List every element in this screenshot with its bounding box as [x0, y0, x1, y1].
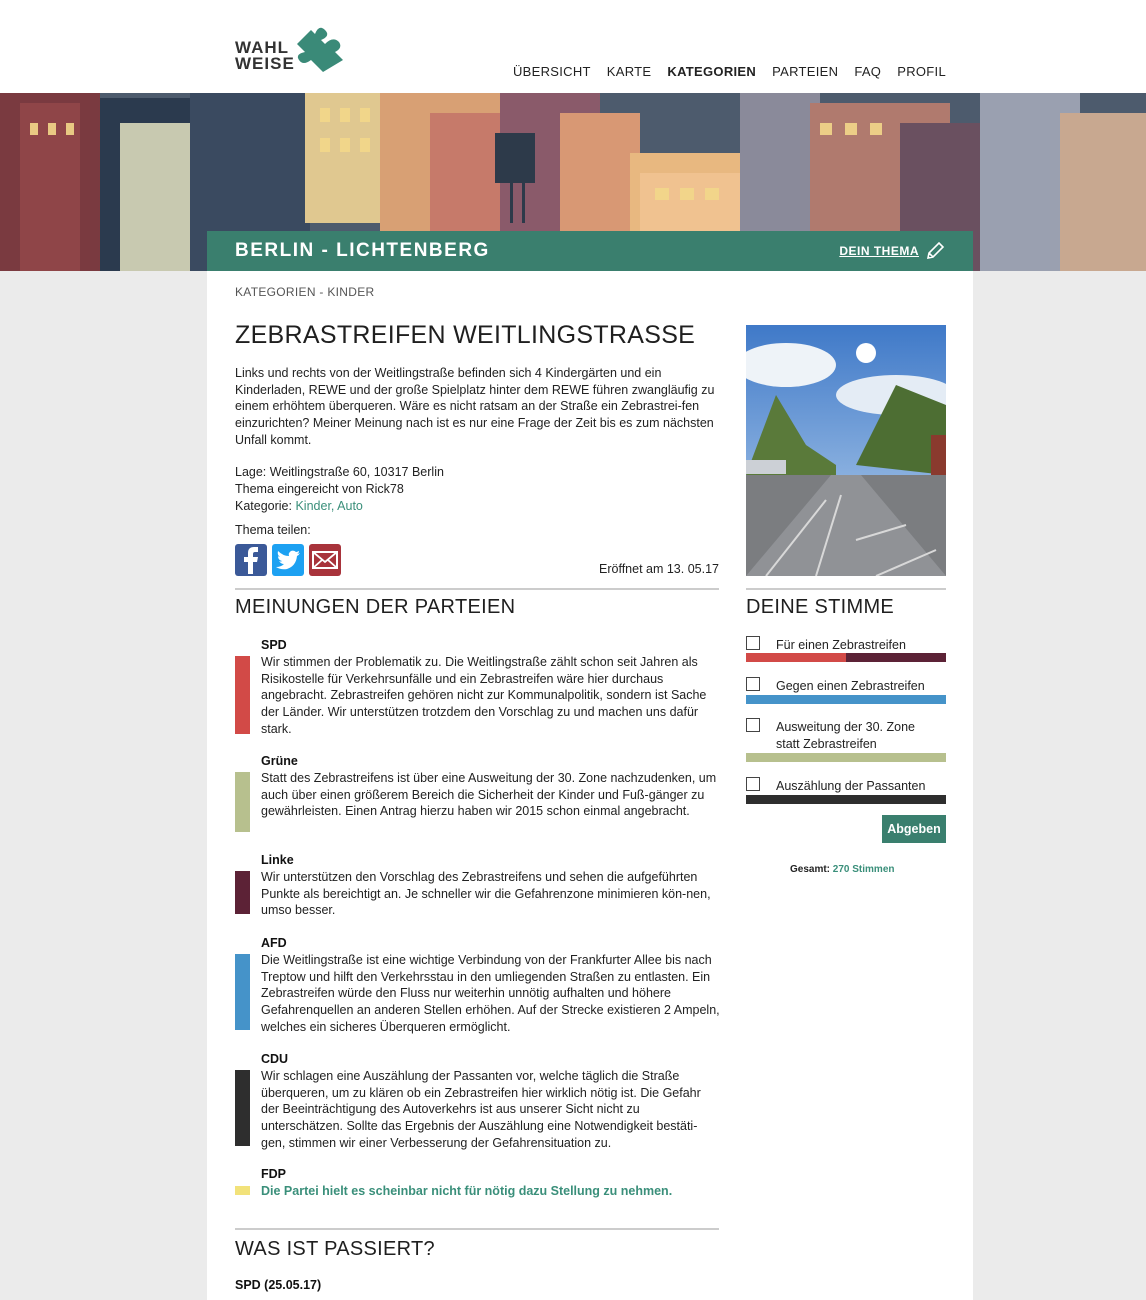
nav-uebersicht[interactable]: ÜBERSICHT — [512, 64, 591, 79]
party-statement: Wir unterstützen den Vorschlag des Zebrastreifens und sehen die aufgeführten Punkte als bereichtigt an. Je schneller wir die Gefahrenzone minimieren kön-nen, umso besser. — [261, 870, 711, 918]
street-photo — [746, 325, 946, 576]
top-header — [0, 0, 1146, 93]
share-label: Thema teilen: — [235, 523, 311, 537]
breadcrumb[interactable]: KATEGORIEN - KINDER — [235, 285, 375, 299]
party-name: Linke — [261, 853, 294, 867]
party-cdu — [235, 1052, 721, 1152]
party-statement: Die Weitlingstraße ist eine wichtige Verbindung von der Frankfurter Allee bis nach Treptow und hilft den Verkehrsstau in den umliegenden Straßen zu entlasten. Ein Zebrastreifen würde den Fluss nur weiterhin unnötig aufhalten und höhere Gefahrenquellen an anderen Stellen erhöhen. Auf der Strecke existieren 2 Ampeln, welches ein sicheres Überqueren ermöglicht. — [261, 953, 720, 1034]
party-name: AFD — [261, 936, 287, 950]
party-name: SPD — [261, 638, 287, 652]
nav-kategorien[interactable]: KATEGORIEN — [667, 64, 757, 79]
divider-vote — [746, 588, 946, 590]
party-linke — [235, 853, 721, 919]
divider-opinions — [235, 588, 719, 590]
vote-checkbox[interactable] — [746, 718, 760, 732]
topic-submitter: Thema eingereicht von Rick78 — [235, 482, 404, 496]
nav-profil[interactable]: PROFIL — [897, 64, 946, 79]
logo-line-1: WAHL — [235, 38, 290, 57]
dein-thema-link[interactable] — [839, 241, 945, 261]
vote-option-bar — [746, 653, 946, 662]
party-statement: Statt des Zebrastreifens ist über eine Ausweitung der 30. Zone nachzudenken, um auch über einen größerem Bereich die Sicherheit der Kinder und Fuß-gänger zu gewährleisten. Einen Antrag hierzu haben wir 2015 schon einmal angebracht. — [261, 771, 717, 819]
vote-option-gegen[interactable] — [746, 677, 946, 707]
vote-option-bar — [746, 753, 946, 762]
party-afd — [235, 936, 721, 1036]
party-color-bar — [235, 656, 250, 734]
party-spd — [235, 638, 721, 738]
event-entry-title: SPD (25.05.17) — [235, 1278, 322, 1292]
twitter-icon[interactable] — [272, 544, 304, 576]
party-color-bar — [235, 954, 250, 1030]
vote-option-auszaehlung[interactable] — [746, 777, 946, 807]
events-title: WAS IST PASSIERT? — [235, 1238, 435, 1260]
vote-checkbox[interactable] — [746, 636, 760, 650]
vote-total-label: Gesamt: — [790, 864, 833, 875]
vote-total — [790, 864, 895, 875]
vote-option-label: Auszählung der Passanten — [776, 779, 926, 793]
vote-option-bar — [746, 795, 946, 804]
logo[interactable] — [235, 22, 347, 74]
puzzle-piece-icon — [293, 22, 347, 74]
district-title: BERLIN - LICHTENBERG — [235, 240, 490, 261]
party-statement: Wir schlagen eine Auszählung der Passanten vor, welche täglich die Straße überqueren, um zu klären ob ein Zebrastreifen hier wirklich nötig ist. Die Gefahr der Beeinträchtigung des Autoverkehrs ist aus unserer Sicht nicht zu unterschätzen. Sollte das Ergebnis der Auszählung eine Notwendigkeit bestäti-gen, stimmen wir einer Verbesserung der Gefahrensituation zu. — [261, 1069, 701, 1150]
party-no-statement: Die Partei hielt es scheinbar nicht für nötig dazu Stellung zu nehmen. — [261, 1184, 673, 1198]
vote-option-bar-spd — [746, 653, 846, 662]
dein-thema-label: DEIN THEMA — [839, 244, 919, 258]
vote-option-label: Für einen Zebrastreifen — [776, 638, 906, 652]
vote-checkbox[interactable] — [746, 777, 760, 791]
vote-total-count[interactable]: 270 Stimmen — [832, 864, 895, 875]
facebook-icon[interactable] — [235, 544, 267, 576]
category-links[interactable]: Kinder, Auto — [295, 499, 363, 513]
party-name: CDU — [261, 1052, 289, 1066]
party-statement: Wir stimmen der Problematik zu. Die Weitlingstraße zählt schon seit Jahren als Risikostelle für Verkehrsunfälle und ein Zebrastreifen wäre hier durchaus angebracht. Zebrastreifen gehören nicht zur Kommunalpolitik, sondern ist Sache der Länder. Wir unterstützen trotzdem den Vorschlag zu und machen uns dafür stark. — [261, 655, 707, 736]
nav-faq[interactable]: FAQ — [854, 64, 882, 79]
district-bar — [207, 231, 973, 271]
category-label: Kategorie: — [235, 499, 296, 513]
vote-option-label: Ausweitung der 30. Zone statt Zebrastreifen — [776, 720, 915, 751]
submit-vote-button[interactable]: Abgeben — [882, 815, 946, 843]
vote-title: DEINE STIMME — [746, 596, 895, 618]
party-color-bar — [235, 772, 250, 832]
divider-events — [235, 1228, 719, 1230]
vote-option-fuer[interactable] — [746, 636, 946, 666]
topic-description: Links und rechts von der Weitlingstraße befinden sich 4 Kindergärten und ein Kinderladen, REWE und der große Spielplatz hinter dem REWE führen zwangläufig zu einem erhöhtem überqueren. Wäre es nicht ratsam an der Straße ein Zebrastrei-fen einzurichten? Meiner Meinung nach ist es nur eine Frage der Zeit bis es zum nächsten Unfall kommt. — [235, 366, 715, 447]
content-card — [207, 271, 973, 1300]
topic-location: Lage: Weitlingstraße 60, 10317 Berlin — [235, 465, 444, 479]
logo-line-2: WEISE — [235, 54, 295, 73]
nav-parteien[interactable]: PARTEIEN — [772, 64, 839, 79]
party-name: Grüne — [261, 754, 298, 768]
vote-checkbox[interactable] — [746, 677, 760, 691]
main-nav — [513, 64, 946, 79]
pencil-icon — [925, 241, 945, 261]
vote-option-30-zone[interactable] — [746, 718, 946, 764]
party-color-bar — [235, 1070, 250, 1146]
nav-karte[interactable]: KARTE — [606, 64, 652, 79]
party-gruene — [235, 754, 721, 834]
topic-meta — [235, 464, 444, 515]
party-name: FDP — [261, 1167, 286, 1181]
vote-option-label: Gegen einen Zebrastreifen — [776, 679, 925, 693]
party-color-bar — [235, 871, 250, 914]
party-color-bar — [235, 1186, 250, 1195]
page-title: ZEBRASTREIFEN WEITLINGSTRASSE — [235, 321, 696, 349]
topic-category — [235, 498, 444, 515]
party-fdp — [235, 1167, 721, 1207]
share-icons — [235, 544, 341, 576]
opinions-title: MEINUNGEN DER PARTEIEN — [235, 596, 516, 618]
mail-icon[interactable] — [309, 544, 341, 576]
vote-option-bar — [746, 695, 946, 704]
opened-date: Eröffnet am 13. 05.17 — [599, 562, 719, 576]
